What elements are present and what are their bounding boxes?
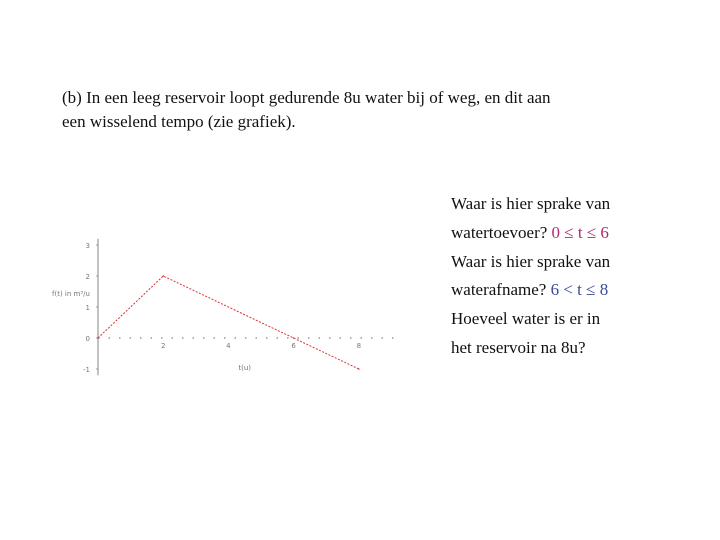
- question-2-line-2: [451, 276, 711, 305]
- x-tick-label: 2: [160, 342, 166, 350]
- intro-line-1: (b) In een leeg reservoir loopt gedurende 8u water bij of weg, en dit aan: [62, 88, 551, 107]
- question-block: [451, 190, 711, 363]
- answer-2: 6 < t ≤ 8: [550, 280, 609, 300]
- intro-line-2: een wisselend tempo (zie grafiek).: [62, 112, 296, 131]
- series-line: [98, 276, 362, 369]
- x-axis-label: t(u): [238, 364, 252, 372]
- question-1-line-2: [451, 219, 711, 248]
- x-tick-label: 6: [291, 342, 296, 350]
- y-tick-label: 2: [85, 273, 90, 281]
- y-tick-label: 1: [85, 304, 90, 312]
- y-tick-label: 0: [85, 335, 90, 343]
- data-point: [97, 337, 99, 339]
- answer-1: 0 ≤ t ≤ 6: [551, 222, 609, 242]
- y-tick-label: 3: [85, 242, 90, 250]
- question-3-line-1: Hoeveel water is er in: [451, 309, 601, 329]
- data-point: [358, 368, 360, 370]
- data-point: [293, 337, 295, 339]
- data-point: [162, 275, 164, 277]
- question-3-line-2: het reservoir na 8u?: [451, 337, 586, 357]
- x-tick-label: 4: [226, 342, 231, 350]
- chart: [40, 230, 400, 410]
- y-axis-label: f(t) in m³/u: [52, 290, 90, 298]
- question-2-text: waterafname?: [451, 280, 547, 300]
- question-1-text: watertoevoer?: [451, 222, 548, 242]
- chart-svg: [40, 230, 400, 410]
- question-2-line-1: Waar is hier sprake van: [451, 251, 611, 271]
- question-1-line-1: Waar is hier sprake van: [451, 194, 611, 213]
- intro-text: [62, 86, 662, 134]
- y-tick-label: -1: [83, 366, 90, 374]
- x-tick-label: 8: [356, 342, 362, 350]
